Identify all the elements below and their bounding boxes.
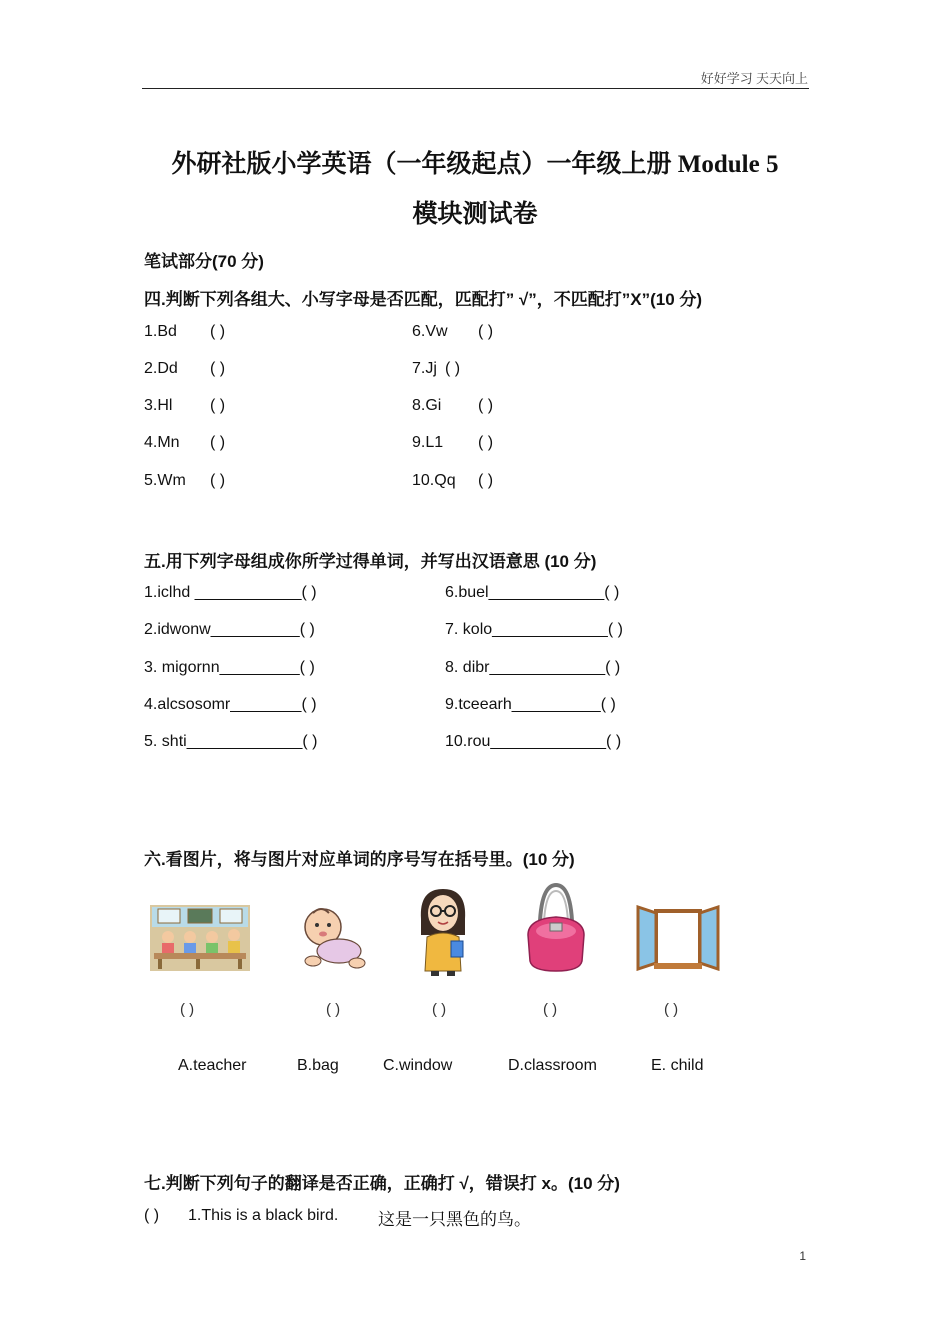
section4-q2: 2.Dd — [144, 360, 178, 377]
section4-q2-blank[interactable]: ( ) — [210, 360, 226, 377]
section5-heading: 五.用下列字母组成你所学过得单词，并写出汉语意思 (10 分) — [144, 552, 597, 571]
section6-heading: 六.看图片，将与图片对应单词的序号写在括号里。(10 分) — [144, 850, 575, 869]
section4-q1: 1.Bd — [144, 323, 177, 340]
section5-q6[interactable]: 6.buel_____________( ) — [445, 584, 620, 601]
section4-q10: 10.Qq — [412, 472, 456, 489]
section7-q1-sentence: 1.This is a black bird. — [188, 1207, 339, 1224]
section5-q4[interactable]: 4.alcsosomr________( ) — [144, 696, 317, 713]
section4-q8-blank[interactable]: ( ) — [478, 397, 494, 414]
section4-q8: 8.Gi — [412, 397, 442, 414]
written-part-label: 笔试部分(70 分) — [144, 252, 264, 271]
page-number: 1 — [799, 1249, 806, 1263]
word-option-b: B.bag — [297, 1057, 339, 1074]
section6-blank-1[interactable]: ( ) — [180, 1001, 195, 1018]
section4-q7: 7.Jj — [412, 360, 437, 377]
section5-q7[interactable]: 7. kolo_____________( ) — [445, 621, 623, 638]
word-option-d: D.classroom — [508, 1057, 597, 1074]
word-option-a: A.teacher — [178, 1057, 247, 1074]
section4-q1-blank[interactable]: ( ) — [210, 323, 226, 340]
section7-heading: 七.判断下列句子的翻译是否正确，正确打 √，错误打 x。(10 分) — [144, 1174, 620, 1193]
word-option-c: C.window — [383, 1057, 453, 1074]
section4-q5: 5.Wm — [144, 472, 186, 489]
section4-q4: 4.Mn — [144, 434, 180, 451]
section4-heading: 四.判断下列各组大、小写字母是否匹配，匹配打” √”，不匹配打”X”(10 分) — [144, 290, 703, 309]
section6-blank-5[interactable]: ( ) — [664, 1001, 679, 1018]
baby-picture — [295, 903, 367, 976]
section6-blank-4[interactable]: ( ) — [543, 1001, 558, 1018]
section4-q3: 3.Hl — [144, 397, 173, 414]
page-title: 外研社版小学英语（一年级起点）一年级上册 Module 5 — [171, 151, 779, 178]
section7-q1-translation: 这是一只黑色的鸟。 — [378, 1210, 531, 1229]
section5-q10[interactable]: 10.rou_____________( ) — [445, 733, 622, 750]
section5-q8[interactable]: 8. dibr_____________( ) — [445, 659, 621, 676]
section5-q9[interactable]: 9.tceearh__________( ) — [445, 696, 616, 713]
section5-q2[interactable]: 2.idwonw__________( ) — [144, 621, 315, 638]
section4-q3-blank[interactable]: ( ) — [210, 397, 226, 414]
header-slogan: 好好学习 天天向上 — [700, 71, 808, 86]
section4-q6: 6.Vw — [412, 323, 448, 340]
window-picture — [636, 905, 720, 976]
section5-q1[interactable]: 1.iclhd ____________( ) — [144, 584, 317, 601]
section4-q9: 9.L1 — [412, 434, 444, 451]
section4-q5-blank[interactable]: ( ) — [210, 472, 226, 489]
section4-q9-blank[interactable]: ( ) — [478, 434, 494, 451]
teacher-picture — [413, 885, 473, 982]
section4-q6-blank[interactable]: ( ) — [478, 323, 494, 340]
section5-q3[interactable]: 3. migornn_________( ) — [144, 659, 315, 676]
section4-q7-blank[interactable]: ( ) — [445, 360, 461, 377]
bag-picture — [522, 883, 590, 978]
section6-blank-2[interactable]: ( ) — [326, 1001, 341, 1018]
section4-q4-blank[interactable]: ( ) — [210, 434, 226, 451]
classroom-picture — [150, 905, 250, 976]
section6-blank-3[interactable]: ( ) — [432, 1001, 447, 1018]
section7-q1-blank[interactable]: ( ) — [144, 1207, 160, 1224]
section4-q10-blank[interactable]: ( ) — [478, 472, 494, 489]
word-option-e: E. child — [651, 1057, 704, 1074]
header-divider — [142, 88, 809, 89]
page-subtitle: 模块测试卷 — [412, 201, 538, 228]
section5-q5[interactable]: 5. shti_____________( ) — [144, 733, 318, 750]
